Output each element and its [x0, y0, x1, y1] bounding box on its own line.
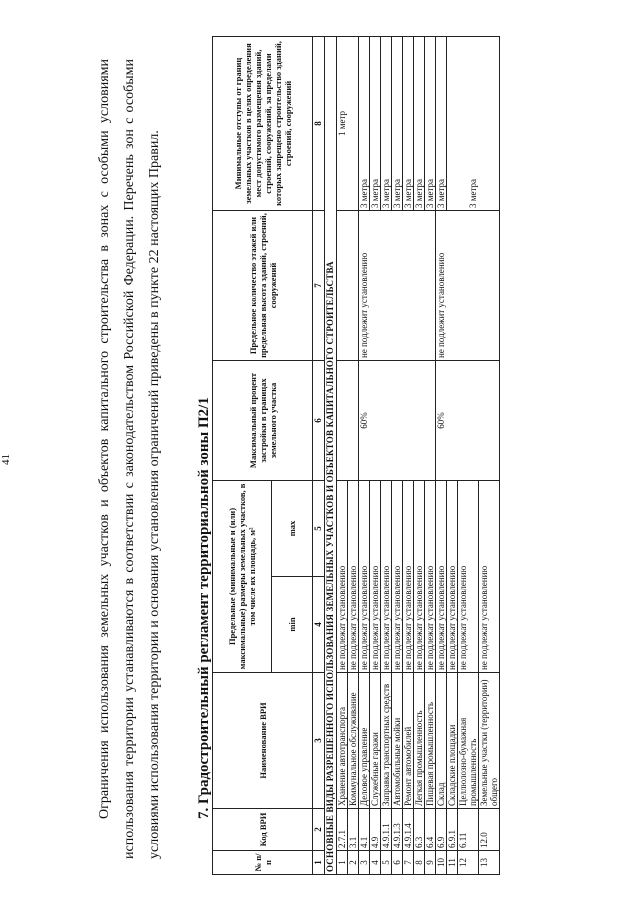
setback-value: 3 метра: [359, 37, 370, 211]
setback-value: 3 метра: [414, 37, 425, 211]
row-code: 6.11: [458, 809, 479, 851]
row-num: 10: [436, 851, 447, 875]
regulation-table: [212, 36, 500, 875]
setback-value: 3 метра: [447, 37, 500, 211]
header-setback: Минимальные отступы от границ земельных участков в целях определения мест допустимого размещения зданий, строений, сооружений, за пределами которых запрещено строительство зданий, строений, сооружений: [213, 37, 313, 211]
row-num: 7: [403, 851, 414, 875]
percent-value: 60%: [436, 361, 500, 481]
row-name: Автомобильные мойки: [392, 673, 403, 809]
header-num: № п/п: [213, 851, 313, 875]
row-num: 9: [425, 851, 436, 875]
row-code: 6.4: [425, 809, 436, 851]
row-name: Заправка транспортных средств: [381, 673, 392, 809]
row-size: не подлежат установлению: [381, 481, 392, 673]
row-code: 4.9: [370, 809, 381, 851]
header-floors: Предельное количество этажей или предельная высота зданий, строений, сооружений: [213, 211, 313, 361]
header-max: max: [272, 481, 313, 577]
row-num: 11: [447, 851, 458, 875]
row-name: Целлюлозно-бумажная промышленность: [458, 673, 479, 809]
col-number: 4: [313, 577, 325, 673]
header-percent: Максимальный процент застройки в границах земельного участка: [213, 361, 313, 481]
row-size: не подлежат установлению: [447, 481, 458, 673]
row-name: Складские площадки: [447, 673, 458, 809]
page-number: 41: [0, 454, 12, 465]
intro-paragraph: Ограничения использования земельных участков и объектов капитального строительства в зонах с особыми условиями использования территории устанавливаются в соответствии с законодательством Российской Федерации. Перечень зон с особыми условиями использования территории и основания установления ограничений приведены в пункте 22 настоящих Правил.: [97, 59, 162, 859]
row-code: 4.9.1.4: [403, 809, 414, 851]
row-size: не подлежат установлению: [414, 481, 425, 673]
row-size: не подлежат установлению: [458, 481, 479, 673]
row-code: 4.1: [359, 809, 370, 851]
floors-value: не подлежит установлению: [359, 211, 436, 361]
section-title: 7. Градостроительный регламент территориальной зоны П2/1: [196, 397, 212, 819]
setback-value: 3 метра: [425, 37, 436, 211]
row-name: Деловое управление: [359, 673, 370, 809]
row-num: 5: [381, 851, 392, 875]
row-num: 3: [359, 851, 370, 875]
row-size: не подлежат установлению: [392, 481, 403, 673]
row-name: Хранение автотранспорта: [337, 673, 348, 809]
col-number: 2: [313, 809, 325, 851]
header-size-group: Предельные (минимальные и (или) максимальные) размеры земельных участков, в том числе их площадь, м²: [213, 481, 272, 673]
section-row: ОСНОВНЫЕ ВИДЫ РАЗРЕШЕННОГО ИСПОЛЬЗОВАНИЯ ЗЕМЕЛЬНЫХ УЧАСТКОВ И ОБЪЕКТОВ КАПИТАЛЬНОГО СТРОИТЕЛЬСТВА: [325, 37, 337, 875]
row-code: 6.3: [414, 809, 425, 851]
header-name: Наименование ВРИ: [213, 673, 313, 809]
table-row: [337, 37, 348, 875]
row-code: 4.9.1.1: [381, 809, 392, 851]
table-row: [359, 37, 370, 875]
setback-value: 3 метра: [381, 37, 392, 211]
floors-value: не подлежит установлению: [436, 211, 500, 361]
floors-empty: [337, 211, 359, 361]
row-size: не подлежат установлению: [370, 481, 381, 673]
row-name: Пищевая промышленность: [425, 673, 436, 809]
header-min: min: [272, 577, 313, 673]
setback-value: 3 метра: [403, 37, 414, 211]
row-name: Земельные участки (территории) общего: [479, 673, 500, 809]
row-code: 3.1: [348, 809, 359, 851]
col-number: 6: [313, 361, 325, 481]
setback-value: 3 метра: [436, 37, 447, 211]
row-name: Склад: [436, 673, 447, 809]
row-size: не подлежат установлению: [436, 481, 447, 673]
col-number: 8: [313, 37, 325, 211]
col-number: 7: [313, 211, 325, 361]
col-number: 3: [313, 673, 325, 809]
setback-1m: 1 метр: [337, 37, 359, 211]
row-code: 4.9.1.3: [392, 809, 403, 851]
col-number: 5: [313, 481, 325, 577]
row-size: не подлежат установлению: [348, 481, 359, 673]
row-num: 2: [348, 851, 359, 875]
table-row: [436, 37, 447, 875]
row-size: не подлежат установлению: [403, 481, 414, 673]
row-code: 6.9: [436, 809, 447, 851]
row-num: 12: [458, 851, 479, 875]
header-code: Код ВРИ: [213, 809, 313, 851]
row-code: 12.0: [479, 809, 500, 851]
row-code: 2.7.1: [337, 809, 348, 851]
row-num: 4: [370, 851, 381, 875]
percent-empty: [337, 361, 359, 481]
col-number: 1: [313, 851, 325, 875]
row-num: 8: [414, 851, 425, 875]
row-name: Ремонт автомобилей: [403, 673, 414, 809]
setback-value: 3 метра: [392, 37, 403, 211]
row-size: не подлежат установлению: [425, 481, 436, 673]
row-size: не подлежат установлению: [479, 481, 500, 673]
row-num: 13: [479, 851, 500, 875]
row-num: 1: [337, 851, 348, 875]
row-name: Коммунальное обслуживание: [348, 673, 359, 809]
row-num: 6: [392, 851, 403, 875]
percent-value: 60%: [359, 361, 436, 481]
setback-value: 3 метра: [370, 37, 381, 211]
row-size: не подлежат установлению: [337, 481, 348, 673]
row-code: 6.9.1: [447, 809, 458, 851]
row-name: Служебные гаражи: [370, 673, 381, 809]
row-size: не подлежат установлению: [359, 481, 370, 673]
row-name: Легкая промышленность: [414, 673, 425, 809]
